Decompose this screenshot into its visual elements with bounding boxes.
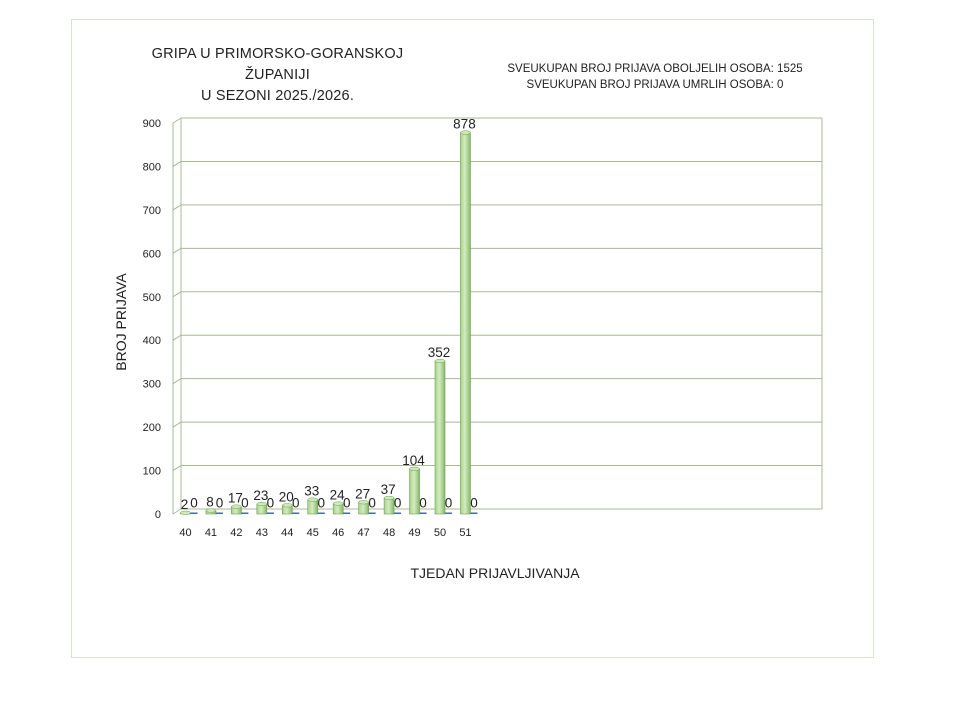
gridline-side [173, 248, 181, 253]
gridline-side [173, 466, 181, 471]
bar-series2 [191, 513, 198, 515]
bar-series2-value-label: 0 [266, 495, 275, 511]
chart-title-line2: U SEZONI 2025./2026. [200, 88, 355, 104]
x-tick-label: 48 [382, 527, 396, 539]
bar-series2-value-label: 0 [342, 495, 351, 511]
bar [460, 133, 470, 514]
x-tick-label: 42 [230, 527, 243, 539]
bar-series2 [318, 513, 325, 515]
bar-series2-value-label: 0 [317, 495, 326, 511]
bar-series2-value-label: 0 [393, 495, 402, 511]
bar-value-label: 37 [380, 481, 396, 497]
y-tick-label: 300 [142, 378, 161, 391]
bar [384, 498, 394, 514]
x-tick-label: 40 [179, 527, 192, 539]
x-tick-label: 50 [433, 527, 447, 539]
gridline-side [173, 379, 181, 384]
total-cases-text: SVEUKUPAN BROJ PRIJAVA OBOLJELIH OSOBA: 1525 [507, 63, 803, 75]
bar-series2 [216, 513, 223, 515]
bar-value-label: 104 [402, 452, 425, 468]
bar-series2-value-label: 0 [190, 495, 198, 511]
bar-value-label: 20 [278, 489, 294, 505]
total-deaths-text: SVEUKUPAN BROJ PRIJAVA UMRLIH OSOBA: 0 [526, 79, 784, 91]
x-tick-label: 46 [332, 527, 345, 539]
gridline-side [173, 118, 181, 123]
y-tick-label: 400 [142, 335, 161, 348]
bar-series2 [267, 513, 274, 515]
x-tick-label: 45 [306, 527, 319, 539]
bar-series2 [369, 513, 376, 515]
bar-value-label: 8 [206, 494, 214, 510]
bar-value-label: 24 [329, 487, 345, 503]
x-tick-label: 44 [281, 527, 294, 539]
bar-series2-value-label: 0 [215, 495, 224, 511]
y-tick-label: 0 [154, 509, 161, 521]
bar-value-label: 352 [427, 345, 451, 361]
y-tick-label: 100 [142, 465, 161, 478]
y-tick-label: 700 [142, 204, 161, 217]
bar-series2 [470, 513, 477, 515]
plot-area [173, 118, 822, 514]
bar-series2 [445, 513, 452, 515]
y-tick-label: 900 [142, 118, 161, 130]
x-axis [179, 527, 471, 539]
bar-value-label: 33 [304, 483, 320, 499]
bar-series2-value-label: 0 [368, 495, 376, 511]
x-tick-label: 49 [408, 527, 421, 539]
bar-series2 [343, 513, 350, 515]
bar-series2-value-label: 0 [292, 495, 300, 511]
bar [435, 361, 445, 514]
bar-series2-value-label: 0 [419, 495, 427, 511]
bar-series2 [420, 513, 427, 515]
bar-value-label: 17 [227, 490, 243, 506]
y-tick-label: 800 [142, 161, 161, 174]
bar-series2-value-label: 0 [241, 495, 249, 511]
x-tick-label: 41 [204, 527, 218, 539]
gridline-side [173, 335, 181, 340]
y-tick-label: 600 [142, 248, 161, 261]
y-tick-label: 200 [142, 422, 161, 435]
bar-series2 [241, 513, 248, 515]
gridline-side [173, 161, 181, 166]
gridline-side [173, 205, 181, 210]
x-tick-label: 51 [459, 527, 472, 539]
bar [308, 500, 318, 514]
bar-value-label: 27 [355, 486, 371, 502]
gridline-side [173, 292, 181, 297]
bar-series2-value-label: 0 [444, 495, 453, 511]
y-axis-title: BROJ PRIJAVA [113, 273, 129, 371]
x-tick-label: 47 [357, 527, 370, 539]
y-tick-label: 500 [142, 291, 161, 304]
y-axis [143, 118, 161, 521]
bar-value-label: 878 [453, 116, 476, 132]
bar [410, 469, 420, 514]
gridline-side [173, 422, 181, 427]
bar-series2-value-label: 0 [470, 495, 478, 511]
bar-value-label: 23 [253, 488, 269, 504]
bar-series2 [292, 513, 299, 515]
bar-value-label: 2 [180, 496, 189, 512]
chart-title-line1: GRIPA U PRIMORSKO-GORANSKOJ ŽUPANIJI [151, 46, 404, 83]
bar-series2 [394, 513, 401, 515]
x-tick-label: 43 [255, 527, 268, 539]
bars-layer [181, 117, 478, 515]
x-axis-title: TJEDAN PRIJAVLJIVANJA [410, 565, 580, 581]
